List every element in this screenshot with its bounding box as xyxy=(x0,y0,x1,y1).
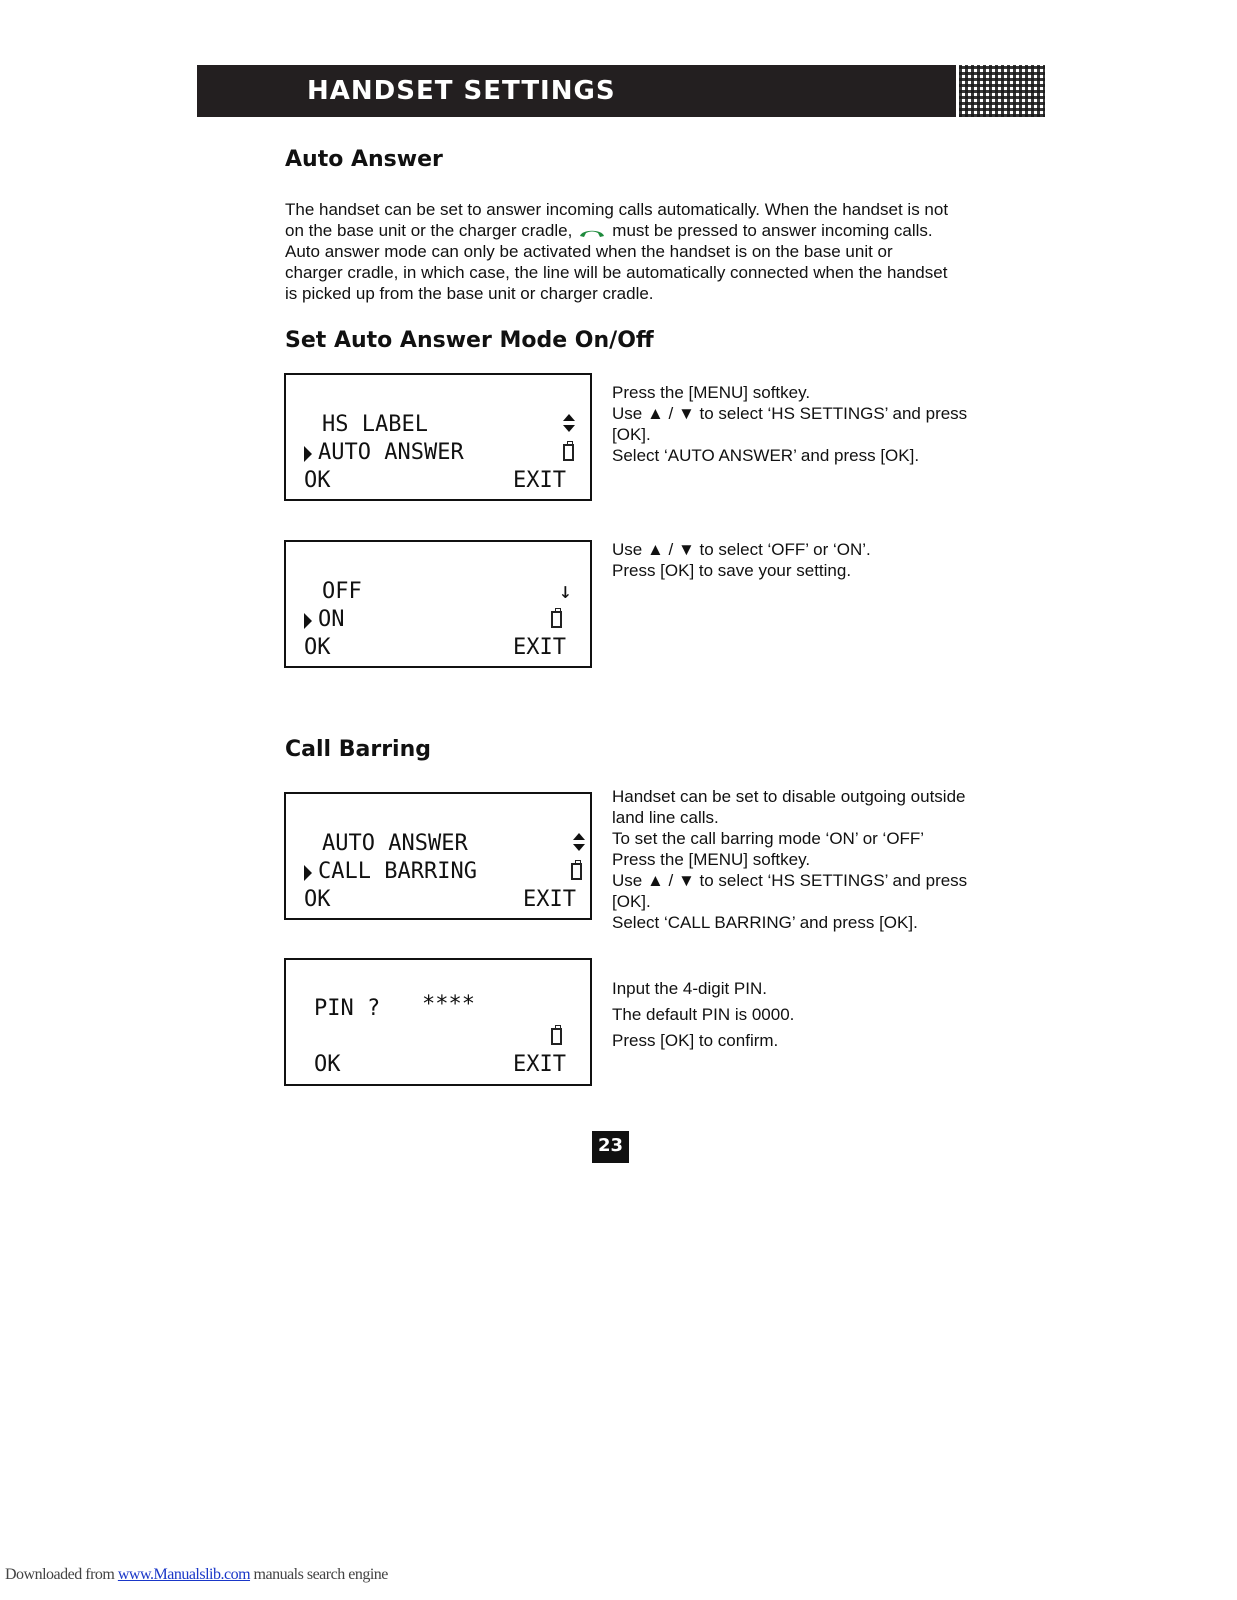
download-footer xyxy=(5,1566,388,1584)
lcd-screen-call-barring-menu xyxy=(284,792,592,920)
instruction-line: Press the [MENU] softkey. xyxy=(612,850,811,869)
instruction-line: The default PIN is 0000. xyxy=(612,1005,795,1024)
lcd-ok-softkey: OK xyxy=(304,635,331,660)
paragraph-text-2: must be pressed to answer incoming calls. Auto answer mode can only be activated when the handset is on the base unit or charger cradle, in which case, the line will be automatically connected when the handset is picked up from the base unit or charger cradle. xyxy=(285,221,948,303)
instruction-line: Select ‘CALL BARRING’ and press [OK]. xyxy=(612,913,918,932)
scroll-up-down-icon xyxy=(572,832,586,852)
lcd-line-1: AUTO ANSWER xyxy=(322,831,468,856)
lcd-line-2: ON xyxy=(318,607,345,632)
page-title: HANDSET SETTINGS xyxy=(307,76,616,106)
auto-answer-heading: Auto Answer xyxy=(285,147,443,172)
instruction-line: Input the 4-digit PIN. xyxy=(612,979,767,998)
set-mode-instructions-1 xyxy=(612,382,972,466)
header-pattern-decoration xyxy=(959,65,1045,117)
lcd-pin-value: **** xyxy=(422,992,475,1017)
call-barring-instructions-1 xyxy=(612,786,972,933)
manualslib-link[interactable]: www.Manualslib.com xyxy=(117,1566,251,1583)
auto-answer-paragraph xyxy=(285,199,955,304)
lcd-screen-auto-answer-menu xyxy=(284,373,592,501)
battery-icon xyxy=(571,863,582,880)
lcd-line-1: OFF xyxy=(322,579,362,604)
lcd-exit-softkey: EXIT xyxy=(513,1052,566,1077)
page-number: 23 xyxy=(592,1131,629,1163)
lcd-screen-pin-entry xyxy=(284,958,592,1086)
instruction-line: Use ▲ / ▼ to select ‘OFF’ or ‘ON’. xyxy=(612,540,871,559)
set-mode-heading: Set Auto Answer Mode On/Off xyxy=(285,328,654,353)
lcd-line-2: AUTO ANSWER xyxy=(318,440,464,465)
instruction-line: Press [OK] to save your setting. xyxy=(612,561,852,580)
call-barring-instructions-2 xyxy=(612,976,972,1054)
instruction-line: Press [OK] to confirm. xyxy=(612,1031,779,1050)
footer-suffix: manuals search engine xyxy=(250,1566,388,1583)
talk-handset-icon xyxy=(578,226,606,238)
battery-icon xyxy=(563,444,574,461)
call-barring-heading: Call Barring xyxy=(285,737,431,762)
instruction-line: Use ▲ / ▼ to select ‘HS SETTINGS’ and press [OK]. xyxy=(612,404,968,444)
lcd-pin-prompt: PIN ? xyxy=(314,996,381,1021)
lcd-exit-softkey: EXIT xyxy=(513,635,566,660)
lcd-line-1: HS LABEL xyxy=(322,412,428,437)
instruction-line: Press the [MENU] softkey. xyxy=(612,383,811,402)
scroll-down-arrow: ↓ xyxy=(558,579,572,604)
lcd-exit-softkey: EXIT xyxy=(523,887,576,912)
selection-pointer-icon xyxy=(304,865,312,881)
header-bar xyxy=(197,65,956,117)
instruction-line: Handset can be set to disable outgoing outside land line calls. xyxy=(612,787,966,827)
instruction-line: Use ▲ / ▼ to select ‘HS SETTINGS’ and press [OK]. xyxy=(612,871,968,911)
lcd-screen-on-off xyxy=(284,540,592,668)
footer-prefix: Downloaded from xyxy=(5,1566,118,1583)
lcd-ok-softkey: OK xyxy=(314,1052,341,1077)
lcd-line-2: CALL BARRING xyxy=(318,859,477,884)
lcd-ok-softkey: OK xyxy=(304,468,331,493)
lcd-exit-softkey: EXIT xyxy=(513,468,566,493)
battery-icon xyxy=(551,611,562,628)
selection-pointer-icon xyxy=(304,446,312,462)
scroll-up-down-icon xyxy=(562,413,576,433)
selection-pointer-icon xyxy=(304,613,312,629)
instruction-line: Select ‘AUTO ANSWER’ and press [OK]. xyxy=(612,446,920,465)
paragraph-text-1: The handset can be set to answer incoming calls automatically. When the handset is not on the base unit or the charger cradle, xyxy=(285,200,949,240)
instruction-line: To set the call barring mode ‘ON’ or ‘OFF’ xyxy=(612,829,925,848)
set-mode-instructions-2 xyxy=(612,539,972,581)
battery-icon xyxy=(551,1028,562,1045)
lcd-ok-softkey: OK xyxy=(304,887,331,912)
